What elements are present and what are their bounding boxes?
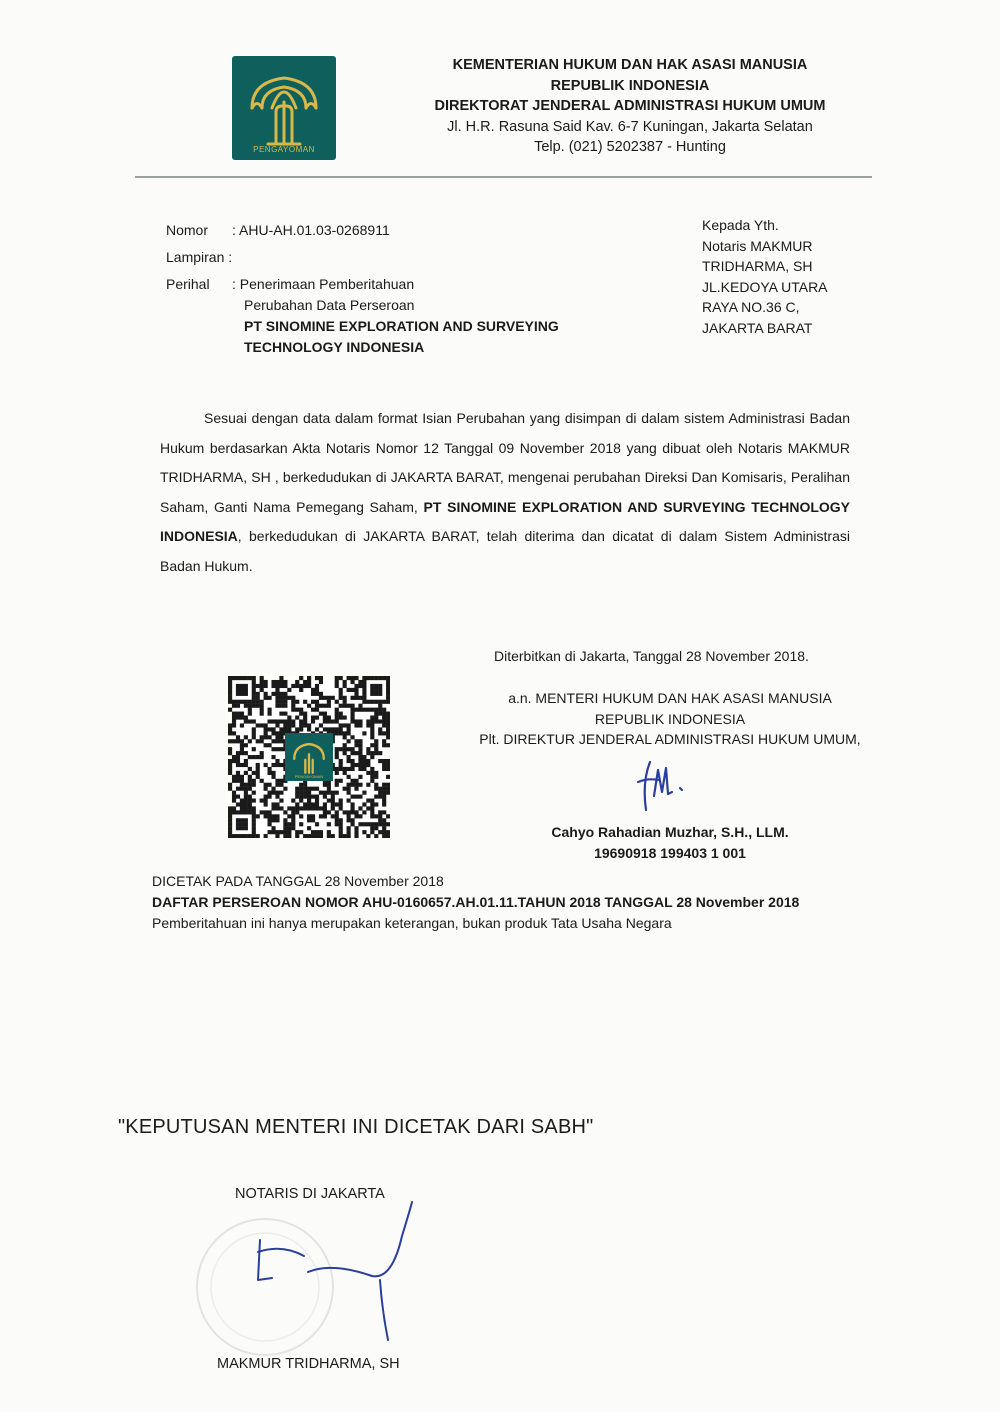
recipient-line: TRIDHARMA, SH	[702, 258, 813, 274]
disclaimer-note: Pemberitahuan ini hanya merupakan keterangan, bukan produk Tata Usaha Negara	[152, 915, 672, 931]
lampiran-row	[166, 247, 636, 274]
notaris-name: MAKMUR TRIDHARMA, SH	[217, 1356, 400, 1372]
signatory-line: a.n. MENTERI HUKUM DAN HAK ASASI MANUSIA	[508, 690, 832, 706]
body-text-part: , berkedudukan di JAKARTA BARAT, telah diterima dan dicatat di dalam Sistem Administrasi Badan Hukum.	[160, 528, 850, 574]
recipient-line: Kepada Yth.	[702, 217, 779, 233]
nomor-label: Nomor	[166, 222, 209, 238]
signatory-line: Plt. DIREKTUR JENDERAL ADMINISTRASI HUKUM UMUM,	[479, 731, 861, 747]
recipient-line: Notaris MAKMUR	[702, 237, 813, 254]
printed-date: DICETAK PADA TANGGAL 28 November 2018	[152, 873, 444, 889]
perihal-line: : Penerimaan Pemberitahuan	[232, 276, 415, 292]
letterhead-phone: Telp. (021) 5202387 - Hunting	[534, 139, 726, 155]
perihal-value	[232, 274, 636, 358]
qr-code	[228, 676, 390, 838]
recipient-line: JL.KEDOYA UTARA	[702, 278, 828, 295]
recipient-line: JAKARTA BARAT	[702, 319, 813, 336]
body-company-name: PT SINOMINE EXPLORATION AND SURVEYING TECHNOLOGY INDONESIA	[160, 498, 850, 545]
letterhead-directorate: DIREKTORAT JENDERAL ADMINISTRASI HUKUM UMUM	[434, 98, 826, 114]
header-divider	[135, 176, 872, 178]
signatory-line: REPUBLIK INDONESIA	[594, 710, 746, 727]
perihal-company: PT SINOMINE EXPLORATION AND SURVEYING	[244, 318, 559, 334]
letter-meta	[166, 220, 636, 358]
notary-signature-icon	[252, 1200, 422, 1350]
qr-logo-caption: PENGAYOMAN	[294, 774, 324, 779]
body-paragraph	[160, 404, 850, 582]
letterhead-country: REPUBLIK INDONESIA	[550, 77, 710, 94]
ministry-logo	[232, 56, 336, 160]
perihal-label: Perihal	[166, 276, 210, 292]
perihal-company: TECHNOLOGY INDONESIA	[244, 339, 425, 355]
qr-center-logo	[285, 733, 333, 781]
print-info	[152, 871, 852, 934]
recipient-address	[702, 215, 872, 338]
official-nip: 19690918 199403 1 001	[594, 845, 746, 861]
official-name-block	[470, 822, 870, 864]
nomor-value: : AHU-AH.01.03-0268911	[232, 222, 390, 238]
signatory-block	[470, 688, 870, 750]
perihal-line: Perubahan Data Perseroan	[244, 297, 415, 313]
official-name: Cahyo Rahadian Muzhar, S.H., LLM.	[551, 824, 789, 840]
official-signature-icon	[628, 752, 708, 816]
letterhead-ministry: KEMENTERIAN HUKUM DAN HAK ASASI MANUSIA	[452, 57, 808, 73]
sabh-statement: "KEPUTUSAN MENTERI INI DICETAK DARI SABH"	[118, 1116, 594, 1138]
recipient-line: RAYA NO.36 C,	[702, 299, 800, 315]
lampiran-label: Lampiran :	[166, 249, 233, 265]
letterhead	[400, 55, 860, 158]
logo-caption: PENGAYOMAN	[253, 145, 315, 154]
issued-date: Diterbitkan di Jakarta, Tanggal 28 November 2018.	[494, 648, 809, 664]
notaris-title: NOTARIS DI JAKARTA	[235, 1186, 385, 1202]
registry-number: DAFTAR PERSEROAN NOMOR AHU-0160657.AH.01.11.TAHUN 2018 TANGGAL 28 November 2018	[152, 894, 800, 910]
perihal-row	[166, 274, 636, 358]
body-text-part: Sesuai dengan data dalam format Isian Perubahan yang disimpan di dalam sistem Administrasi Badan Hukum berdasarkan Akta Notaris Nomor 12 Tanggal 09 November 2018 yang dibuat oleh Notaris MAKMUR TRIDHARMA, SH , berkedudukan di JAKARTA BARAT, mengenai perubahan Direksi Dan Komisaris, Peralihan Saham, Ganti Nama Pemegang Saham,	[160, 410, 850, 515]
letterhead-address: Jl. H.R. Rasuna Said Kav. 6-7 Kuningan, Jakarta Selatan	[447, 118, 813, 135]
nomor-row	[166, 220, 636, 247]
